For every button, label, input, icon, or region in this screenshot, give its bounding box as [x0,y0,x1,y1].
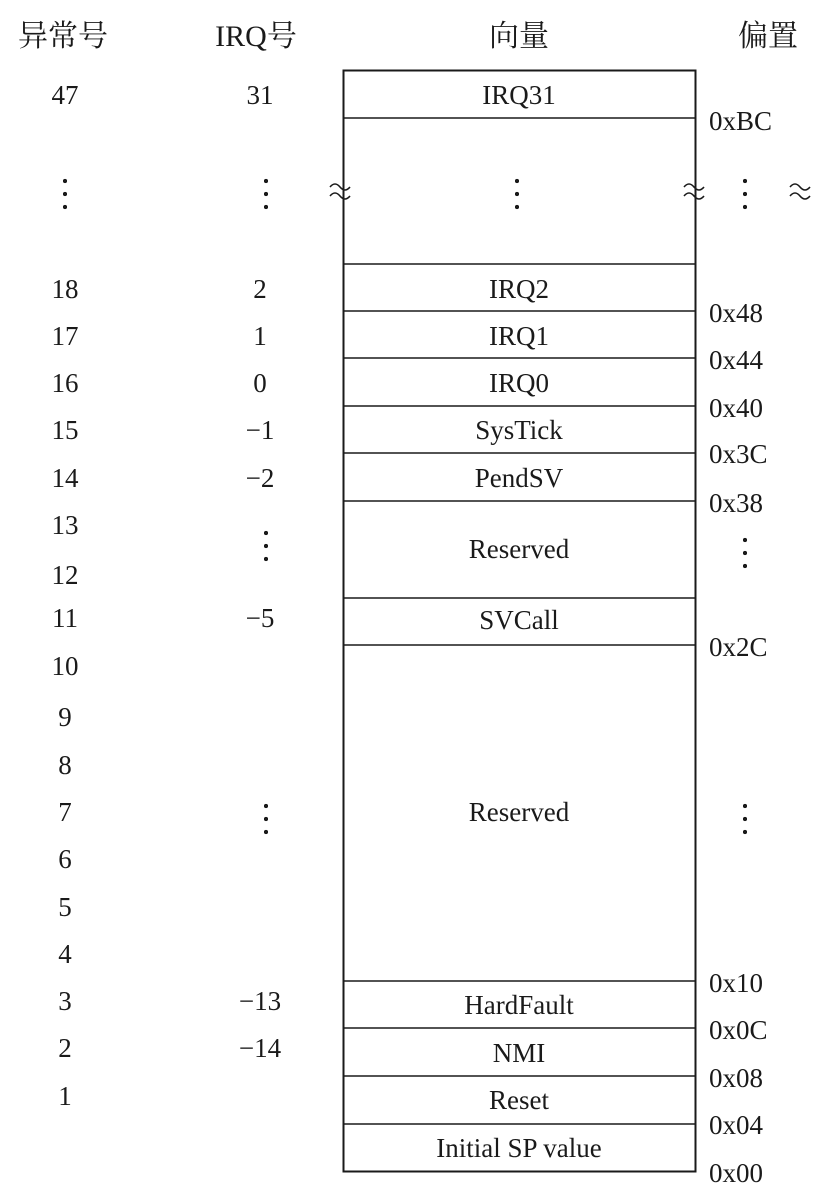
exception-number: 9 [58,702,72,732]
exception-number: 47 [51,80,79,110]
offset-label: 0x10 [709,968,763,998]
offset-label: 0x40 [709,393,763,423]
exception-number: 16 [51,368,79,398]
offset-label: 0x04 [709,1110,763,1140]
irq-number: −1 [245,415,275,445]
break-mark-right [684,184,704,199]
exception-number: 4 [58,939,72,969]
offset-label: 0x44 [709,345,763,375]
exception-number: 14 [51,463,79,493]
vector-cell-label: IRQ2 [489,274,549,304]
vector-cell-label: NMI [492,1038,546,1068]
break-mark-left [330,184,350,199]
offset-label: 0x08 [709,1063,763,1093]
offset-label: 0x2C [709,632,768,662]
exception-number: 10 [51,651,79,681]
offset-header: 偏置 [738,20,798,53]
offset-label: 0x00 [709,1158,763,1188]
vector-cell-label: Reset [489,1085,549,1115]
irq-number: −14 [238,1033,282,1063]
irq-number: 2 [253,274,267,304]
irq-number: −5 [245,603,275,633]
exception-number-header: 异常号 [18,20,108,53]
exception-number: 15 [51,415,79,445]
vector-cell-label: PendSV [474,463,564,493]
irq-number: 31 [246,80,274,110]
vector-cell-label: IRQ1 [489,321,549,351]
vector-cell-label: SVCall [479,605,559,635]
exception-number: 6 [58,844,72,874]
exception-number: 13 [51,510,79,540]
exception-number: 3 [58,986,72,1016]
exception-number: 11 [52,603,78,633]
vector-cell-label: HardFault [464,990,574,1020]
irq-number-header: IRQ号 [215,20,297,53]
irq-number: −2 [245,463,275,493]
irq-number: −13 [238,986,282,1016]
vector-cell-label: Initial SP value [436,1133,602,1163]
exception-number: 2 [58,1033,72,1063]
offset-label: 0x0C [709,1015,768,1045]
vector-cell-label: IRQ0 [489,368,549,398]
offset-label: 0x38 [709,488,763,518]
exception-number: 17 [51,321,79,351]
irq-number: 0 [253,368,267,398]
exception-number: 8 [58,750,72,780]
exception-number: 1 [58,1081,72,1111]
offset-label: 0x48 [709,298,763,328]
exception-number: 5 [58,892,72,922]
exception-number: 12 [51,560,79,590]
irq-number: 1 [253,321,267,351]
vector-cell-label: Reserved [468,534,570,564]
exception-number: 18 [51,274,79,304]
exception-number: 7 [58,797,72,827]
vector-cell-label: SysTick [475,415,563,445]
vector-cell-label: Reserved [468,797,570,827]
vector-cell-label: IRQ31 [482,80,556,110]
vector-header: 向量 [489,20,549,53]
break-mark-offset [790,184,810,199]
offset-label: 0x3C [709,439,768,469]
offset-label: 0xBC [709,106,773,136]
